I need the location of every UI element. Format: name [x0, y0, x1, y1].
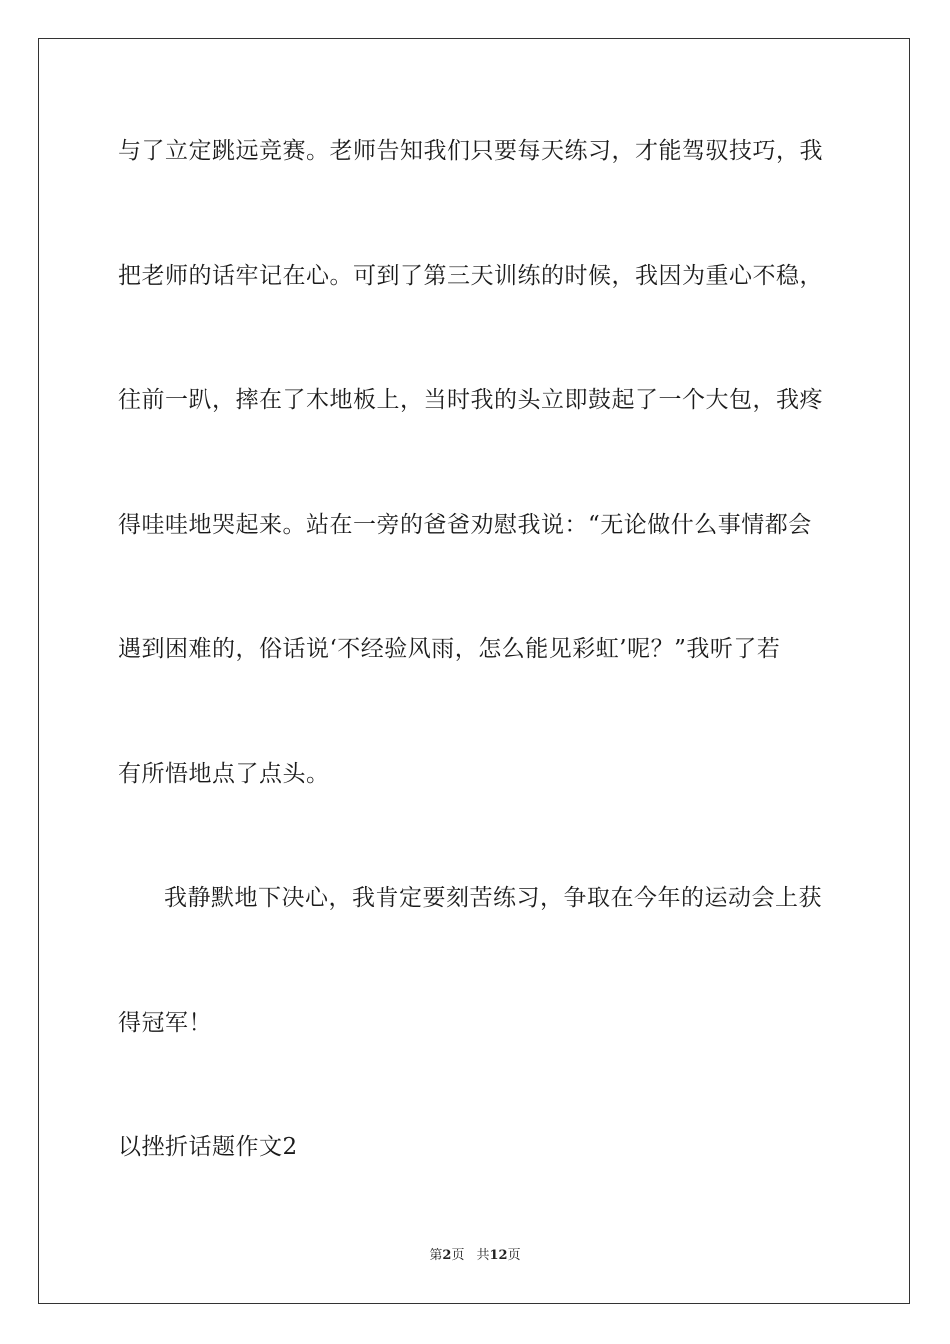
page-footer [0, 1247, 950, 1265]
text-line-2: 把老师的话牢记在心。可到了第三天训练的时候，我因为重心不稳， [118, 263, 823, 289]
text-line-4: 得哇哇地哭起来。站在一旁的爸爸劝慰我说：“无论做什么事情都会 [118, 512, 812, 538]
page-suffix: 页 [451, 1248, 465, 1263]
total-prefix: 共 [476, 1248, 490, 1263]
total-suffix: 页 [507, 1248, 521, 1263]
page-number: 2 [442, 1248, 452, 1263]
text-line-6: 有所悟地点了点头。 [118, 761, 330, 787]
text-line-7: 我静默地下决心，我肯定要刻苦练习，争取在今年的运动会上获 [164, 885, 822, 911]
page-prefix: 第 [429, 1248, 443, 1263]
total-pages: 12 [489, 1248, 508, 1263]
text-line-3: 往前一趴，摔在了木地板上，当时我的头立即鼓起了一个大包，我疼 [118, 387, 823, 413]
text-line-8: 得冠军！ [118, 1010, 212, 1036]
section-heading: 以挫折话题作文2 [118, 1134, 298, 1160]
text-line-1: 与了立定跳远竞赛。老师告知我们只要每天练习，才能驾驭技巧，我 [118, 138, 823, 164]
page-border [38, 38, 910, 1304]
text-line-5: 遇到困难的，俗话说‘不经验风雨，怎么能见彩虹’呢？”我听了若 [118, 636, 781, 662]
